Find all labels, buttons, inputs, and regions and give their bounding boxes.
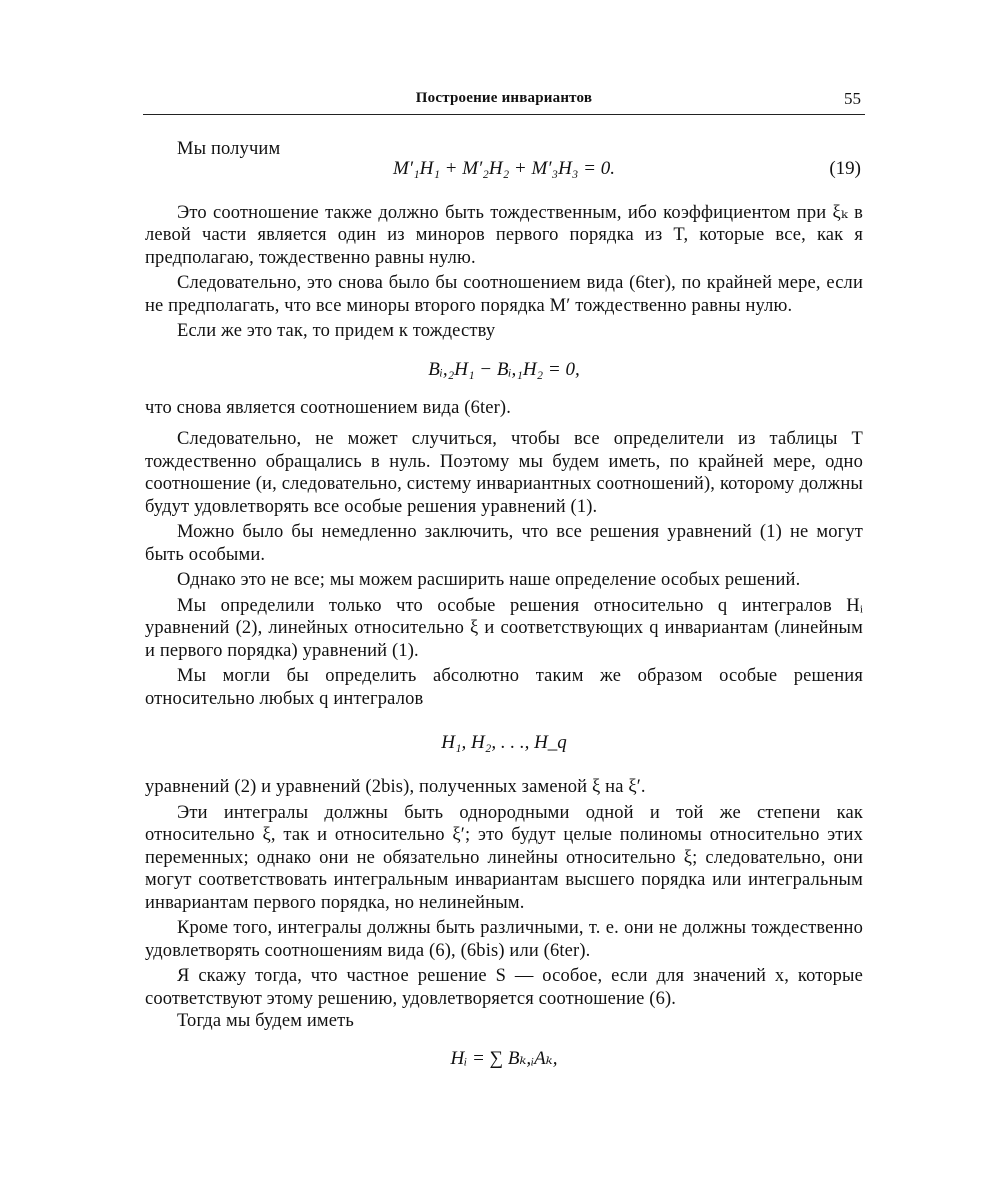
equation-19 — [145, 147, 863, 191]
identity-equation — [145, 343, 863, 397]
paragraph: Я скажу тогда, что частное решение S — особое, если для значений x, которые соответствуют этому решению, удовлетворяется соотношение (6). — [145, 966, 863, 1009]
paragraph: Можно было бы немедленно заключить, что все решения уравнений (1) не могут быть особыми. — [145, 522, 863, 565]
equation-body: Bᵢ,₂H₁ − Bᵢ,₁H₂ = 0, — [428, 358, 580, 380]
integrals-list — [145, 710, 863, 776]
paragraph: Кроме того, интегралы должны быть различными, т. е. они не должны тождественно удовлетворять соотношениям вида (6), (6bis) или (6ter). — [145, 918, 863, 961]
paragraph: Следовательно, это снова было бы соотношением вида (6ter), по крайней мере, если не предполагать, что все миноры второго порядка M′ тождественно равны нулю. — [145, 273, 863, 316]
page-body — [145, 138, 863, 1085]
paragraph: Эти интегралы должны быть однородными одной и той же степени как относительно ξ, так и относительно ξ′; это будут целые полиномы относительно этих переменных; однако они не обязательно линейны относительно ξ; следовательно, они могут соответствовать интегральным инвариантам высшего порядка или интегральным инвариантам первого порядка, но нелинейным. — [145, 802, 863, 913]
paragraph: Это соотношение также должно быть тождественным, ибо коэффициентом при ξₖ в левой части является один из миноров первого порядка из T, которые все, как я предполагаю, тождественно равны нулю. — [145, 202, 863, 268]
paragraph: Следовательно, не может случиться, чтобы все определители из таблицы T тождественно обращались в нуль. Поэтому мы будем иметь, по крайней мере, одно соотношение (и, следовательно, систему инвариантных соотношений), которому должны будут удовлетворять все особые решения уравнений (1). — [145, 429, 863, 517]
paragraph: Мы могли бы определить абсолютно таким же образом особые решения относительно любых q интегралов — [145, 666, 863, 709]
page-number: 55 — [844, 89, 861, 108]
paragraph: Однако это не все; мы можем расширить наше определение особых решений. — [177, 570, 801, 590]
equation-body: Hᵢ = ∑ Bₖ,ᵢAₖ, — [450, 1047, 558, 1069]
page-header — [143, 88, 865, 115]
paragraph: уравнений (2) и уравнений (2bis), полученных заменой ξ на ξ′. — [145, 777, 646, 797]
paragraph: Если же это так, то придем к тождеству — [177, 321, 496, 341]
paragraph: Мы получим — [177, 139, 281, 159]
paragraph: что снова является соотношением вида (6ter). — [145, 397, 512, 418]
running-title: Построение инвариантов — [415, 90, 593, 106]
equation-body: H₁, H₂, . . ., H_q — [441, 732, 567, 753]
paragraph: Мы определили только что особые решения относительно q интегралов Hᵢ уравнений (2), линейных относительно ξ и соответствующих q инвариантам (линейным и первого порядка) уравнений (1). — [145, 595, 863, 661]
paragraph: Тогда мы будем иметь — [177, 1011, 354, 1031]
equation-number: (19) — [829, 157, 861, 179]
sum-equation — [145, 1033, 863, 1085]
equation-body: M′₁H₁ + M′₂H₂ + M′₃H₃ = 0. — [393, 157, 615, 179]
